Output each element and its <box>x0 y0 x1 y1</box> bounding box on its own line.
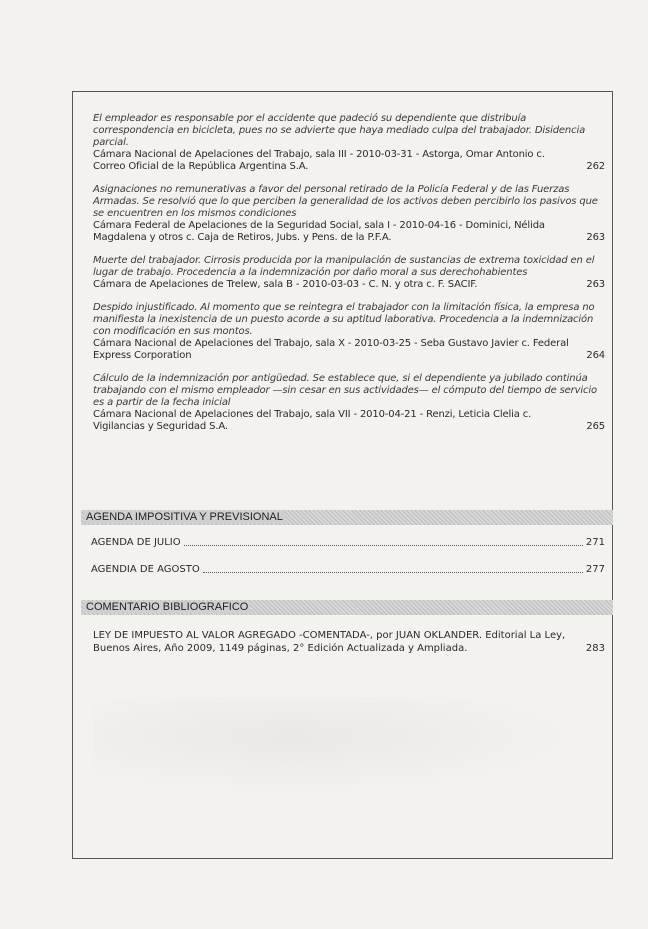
book-review-text: LEY DE IMPUESTO AL VALOR AGREGADO -COMENTADA-, por JUAN OKLANDER. Editorial La Ley, Buenos Aires, Año 2009, 1149 páginas, 2° Edición Actualizada y Ampliada. <box>93 630 566 654</box>
section-heading-label: AGENDA IMPOSITIVA Y PREVISIONAL <box>86 511 283 523</box>
dot-leader <box>203 572 583 573</box>
book-review-entry <box>93 629 605 655</box>
entry-court: Cámara Federal de Apelaciones de la Seguridad Social, sala I - 2010-04-16 - Dominici, Nélida Magdalena y otros c. Caja de Retiros, Jubs. y Pens. de la P.F.A. <box>93 220 545 243</box>
entry-court: Cámara Nacional de Apelaciones del Trabajo, sala X - 2010-03-25 - Seba Gustavo Javier c. Federal Express Corporation <box>93 338 569 361</box>
agenda-item <box>91 537 605 549</box>
entry-page-number: 262 <box>586 161 605 172</box>
index-entry <box>93 373 605 433</box>
entry-summary: El empleador es responsable por el accidente que padeció su dependiente que distribuía correspondencia en bicicleta, pues no se advierte que haya mediado culpa del trabajador. Disidencia parcial. <box>93 113 586 148</box>
entry-summary: Muerte del trabajador. Cirrosis producida por la manipulación de sustancias de extrema toxicidad en el lugar de trabajo. Procedencia a la indemnización por daño moral a sus derechohabientes <box>93 255 595 278</box>
section-heading-label: COMENTARIO BIBLIOGRAFICO <box>86 601 249 613</box>
entry-summary: Asignaciones no remunerativas a favor del personal retirado de la Policía Federal y de las Fuerzas Armadas. Se resolvió que lo que perciben la generalidad de los activos deben percibirlo los pasivos que se encuentren en los mismos condiciones <box>93 184 598 219</box>
entry-court: Cámara de Apelaciones de Trelew, sala B - 2010-03-03 - C. N. y otra c. F. SACIF. <box>93 279 478 290</box>
index-entry <box>93 255 605 291</box>
agenda-item-label: AGENDA DE JULIO <box>91 537 181 548</box>
index-entry <box>93 302 605 362</box>
entry-court: Cámara Nacional de Apelaciones del Trabajo, sala III - 2010-03-31 - Astorga, Omar Antonio c. Correo Oficial de la República Argentina S.A. <box>93 149 545 172</box>
index-entry <box>93 184 605 244</box>
entry-court: Cámara Nacional de Apelaciones del Trabajo, sala VII - 2010-04-21 - Renzi, Leticia Clelia c. Vigilancias y Seguridad S.A. <box>93 409 532 432</box>
agenda-item-label: AGENDIA DE AGOSTO <box>91 564 200 575</box>
dot-leader <box>184 545 583 546</box>
agenda-item-page: 271 <box>585 537 605 548</box>
entry-page-number: 263 <box>586 232 605 243</box>
section-heading-comentario <box>81 600 613 615</box>
scan-shadow <box>93 697 593 797</box>
jurisprudence-entries <box>93 113 605 444</box>
book-review-page: 283 <box>585 643 605 654</box>
agenda-item-page: 277 <box>585 564 605 575</box>
agenda-item <box>91 564 605 576</box>
entry-page-number: 263 <box>586 279 605 290</box>
index-frame <box>72 91 613 859</box>
index-entry <box>93 113 605 173</box>
entry-page-number: 264 <box>586 350 605 361</box>
entry-summary: Despido injustificado. Al momento que se reintegra el trabajador con la limitación física, la empresa no manifiesta la inexistencia de un puesto acorde a su aptitud laborativa. Procedencia a la indemnización con modificación en sus montos. <box>93 302 595 337</box>
section-heading-agenda <box>81 510 613 525</box>
entry-page-number: 265 <box>586 421 605 432</box>
entry-summary: Cálculo de la indemnización por antigüedad. Se establece que, si el dependiente ya jubilado continúa trabajando con el mismo empleador —sin cesar en sus actividades— el cómputo del tiempo de servicio es a partir de la fecha inicial <box>93 373 597 408</box>
